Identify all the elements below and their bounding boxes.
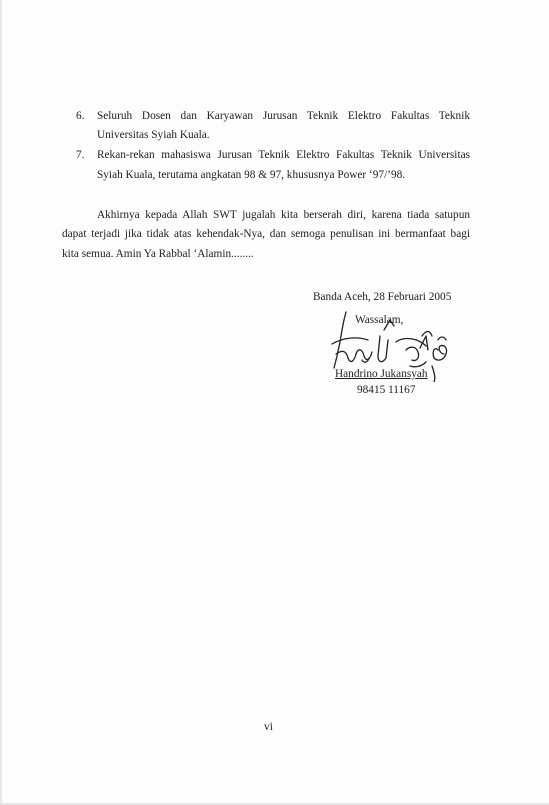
closing-paragraph-line: Akhirnya kepada Allah SWT jugalah kita berserah diri, karena tiada satupun: [97, 209, 470, 221]
greeting: Wassalam,: [355, 314, 404, 326]
signatory-name: Handrino Jukansyah: [335, 368, 428, 380]
list-item-number: 7.: [76, 149, 85, 161]
place-date: Banda Aceh, 28 Februari 2005: [313, 291, 452, 303]
list-item-text-line: Rekan-rekan mahasiswa Jurusan Teknik Elektro Fakultas Teknik Universitas: [97, 149, 470, 161]
page-number: vi: [264, 721, 273, 733]
list-item-number: 6.: [76, 110, 85, 122]
closing-paragraph-line: dapat terjadi jika tidak atas kehendak-Nya, dan semoga penulisan ini bermanfaat bagi: [62, 228, 470, 240]
page-edge-left: [0, 0, 2, 805]
list-item-text-line: Seluruh Dosen dan Karyawan Jurusan Teknik Elektro Fakultas Teknik: [97, 110, 470, 122]
signatory-nim: 98415 11167: [357, 384, 416, 396]
list-item-text-line: Syiah Kuala, terutama angkatan 98 & 97, khususnya Power ‘97/’98.: [97, 169, 406, 181]
list-item-text-line: Universitas Syiah Kuala.: [97, 129, 210, 141]
closing-paragraph-line: kita semua. Amin Ya Rabbal ‘Alamin........: [62, 248, 254, 260]
